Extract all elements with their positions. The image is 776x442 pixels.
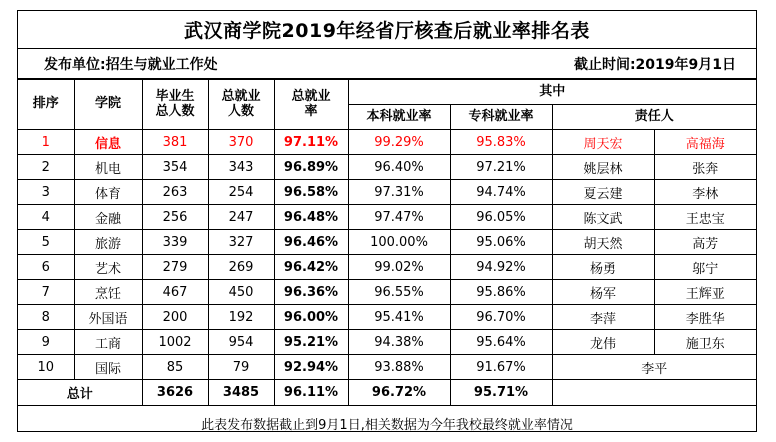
- cell-college: 烹饪: [74, 280, 142, 305]
- cell-rank: 8: [18, 305, 74, 330]
- header-undergrad-rate: 本科就业率: [348, 105, 450, 130]
- cell-undergrad-rate: 97.31%: [348, 180, 450, 205]
- cell-college-rate: 95.86%: [450, 280, 552, 305]
- cell-person-1: 姚层林: [552, 155, 654, 180]
- cell-employed: 370: [208, 130, 274, 155]
- footer-note: [18, 405, 756, 441]
- cell-undergrad-rate: 99.02%: [348, 255, 450, 280]
- cell-rank: 7: [18, 280, 74, 305]
- cell-graduates: 381: [142, 130, 208, 155]
- cell-graduates: 85: [142, 355, 208, 380]
- publisher-label: 发布单位:招生与就业工作处: [44, 56, 218, 73]
- cell-person-1: 龙伟: [552, 330, 654, 355]
- cell-employed: 450: [208, 280, 274, 305]
- cell-college-rate: 96.05%: [450, 205, 552, 230]
- cell-employed: 254: [208, 180, 274, 205]
- cell-undergrad-rate: 99.29%: [348, 130, 450, 155]
- cell-person-2: 王辉亚: [654, 280, 756, 305]
- cell-college-rate: 96.70%: [450, 305, 552, 330]
- cell-college-rate: 95.06%: [450, 230, 552, 255]
- cell-total-person: [552, 380, 756, 405]
- header-graduates: 毕业生 总人数: [142, 80, 208, 130]
- cell-undergrad-rate: 93.88%: [348, 355, 450, 380]
- table-row: [18, 155, 756, 180]
- cell-college: 体育: [74, 180, 142, 205]
- cell-rank: 9: [18, 330, 74, 355]
- cell-rate: 96.89%: [274, 155, 348, 180]
- cell-graduates: 263: [142, 180, 208, 205]
- cell-rank: 1: [18, 130, 74, 155]
- cell-total-employed: 3485: [208, 380, 274, 405]
- cell-person-1: 胡天然: [552, 230, 654, 255]
- cell-graduates: 339: [142, 230, 208, 255]
- cell-college: 信息: [74, 130, 142, 155]
- cell-college: 国际: [74, 355, 142, 380]
- report-frame: [17, 10, 757, 432]
- cell-undergrad-rate: 94.38%: [348, 330, 450, 355]
- cell-college-rate: 97.21%: [450, 155, 552, 180]
- header-college-rate: 专科就业率: [450, 105, 552, 130]
- cell-graduates: 279: [142, 255, 208, 280]
- cell-rank: 2: [18, 155, 74, 180]
- table-row: [18, 280, 756, 305]
- cell-person-2: 高芳: [654, 230, 756, 255]
- cell-rate: 96.58%: [274, 180, 348, 205]
- cell-person-1: 陈文武: [552, 205, 654, 230]
- employment-table: [18, 79, 756, 405]
- report-title-row: [18, 11, 756, 49]
- cell-person-1: 杨军: [552, 280, 654, 305]
- cell-employed: 343: [208, 155, 274, 180]
- table-total-row: [18, 380, 756, 405]
- table-body: [18, 130, 756, 405]
- header-rank: 排序: [18, 80, 74, 130]
- table-row: [18, 305, 756, 330]
- cell-rank: 3: [18, 180, 74, 205]
- cell-total-undergrad-rate: 96.72%: [348, 380, 450, 405]
- cell-total-graduates: 3626: [142, 380, 208, 405]
- cell-person-2: 王忠宝: [654, 205, 756, 230]
- cell-graduates: 256: [142, 205, 208, 230]
- report-meta-row: [18, 49, 756, 79]
- cell-rank: 6: [18, 255, 74, 280]
- table-row: [18, 130, 756, 155]
- table-row: [18, 355, 756, 380]
- cell-person-2: 邬宁: [654, 255, 756, 280]
- header-college: 学院: [74, 80, 142, 130]
- cell-college-rate: 91.67%: [450, 355, 552, 380]
- cell-undergrad-rate: 96.55%: [348, 280, 450, 305]
- cell-college-rate: 94.74%: [450, 180, 552, 205]
- cell-undergrad-rate: 97.47%: [348, 205, 450, 230]
- cell-college-rate: 95.64%: [450, 330, 552, 355]
- employment-table-wrapper: [18, 79, 756, 405]
- page-title: 武汉商学院2019年经省厅核查后就业率排名表: [184, 20, 590, 42]
- cell-college-rate: 95.83%: [450, 130, 552, 155]
- cell-person-1: 夏云建: [552, 180, 654, 205]
- cell-total-college-rate: 95.71%: [450, 380, 552, 405]
- cell-college-rate: 94.92%: [450, 255, 552, 280]
- cell-college: 艺术: [74, 255, 142, 280]
- cell-employed: 247: [208, 205, 274, 230]
- cell-person-2: 施卫东: [654, 330, 756, 355]
- cell-employed: 269: [208, 255, 274, 280]
- cell-graduates: 467: [142, 280, 208, 305]
- cell-rate: 97.11%: [274, 130, 348, 155]
- cell-employed: 327: [208, 230, 274, 255]
- cell-person-1: 周天宏: [552, 130, 654, 155]
- cell-rate: 96.48%: [274, 205, 348, 230]
- cell-employed: 954: [208, 330, 274, 355]
- cell-person-2: 李胜华: [654, 305, 756, 330]
- cell-college: 金融: [74, 205, 142, 230]
- footer-note-text: 此表发布数据截止到9月1日,相关数据为今年我校最终就业率情况: [201, 417, 573, 433]
- cell-rate: 92.94%: [274, 355, 348, 380]
- cell-graduates: 1002: [142, 330, 208, 355]
- cell-college: 外国语: [74, 305, 142, 330]
- cell-person-2: 李林: [654, 180, 756, 205]
- table-header-row-1: [18, 80, 756, 105]
- deadline-label: 截止时间:2019年9月1日: [573, 56, 736, 73]
- table-row: [18, 180, 756, 205]
- cell-employed: 79: [208, 355, 274, 380]
- cell-graduates: 200: [142, 305, 208, 330]
- cell-employed: 192: [208, 305, 274, 330]
- cell-rate: 95.21%: [274, 330, 348, 355]
- cell-rate: 96.46%: [274, 230, 348, 255]
- cell-person-2: 张奔: [654, 155, 756, 180]
- cell-rate: 96.42%: [274, 255, 348, 280]
- cell-rank: 4: [18, 205, 74, 230]
- cell-rate: 96.00%: [274, 305, 348, 330]
- header-employed: 总就业 人数: [208, 80, 274, 130]
- cell-total-rate: 96.11%: [274, 380, 348, 405]
- cell-college: 旅游: [74, 230, 142, 255]
- header-responsible: 责任人: [552, 105, 756, 130]
- cell-undergrad-rate: 96.40%: [348, 155, 450, 180]
- cell-total-label: 总计: [18, 380, 142, 405]
- cell-rank: 10: [18, 355, 74, 380]
- cell-graduates: 354: [142, 155, 208, 180]
- cell-person-merged: 李平: [552, 355, 756, 380]
- cell-person-1: 杨勇: [552, 255, 654, 280]
- cell-undergrad-rate: 95.41%: [348, 305, 450, 330]
- cell-college: 工商: [74, 330, 142, 355]
- cell-undergrad-rate: 100.00%: [348, 230, 450, 255]
- header-rate: 总就业 率: [274, 80, 348, 130]
- table-row: [18, 230, 756, 255]
- cell-person-2: 高福海: [654, 130, 756, 155]
- table-row: [18, 330, 756, 355]
- cell-rate: 96.36%: [274, 280, 348, 305]
- header-group: 其中: [348, 80, 756, 105]
- table-row: [18, 205, 756, 230]
- cell-person-1: 李萍: [552, 305, 654, 330]
- cell-rank: 5: [18, 230, 74, 255]
- cell-college: 机电: [74, 155, 142, 180]
- table-row: [18, 255, 756, 280]
